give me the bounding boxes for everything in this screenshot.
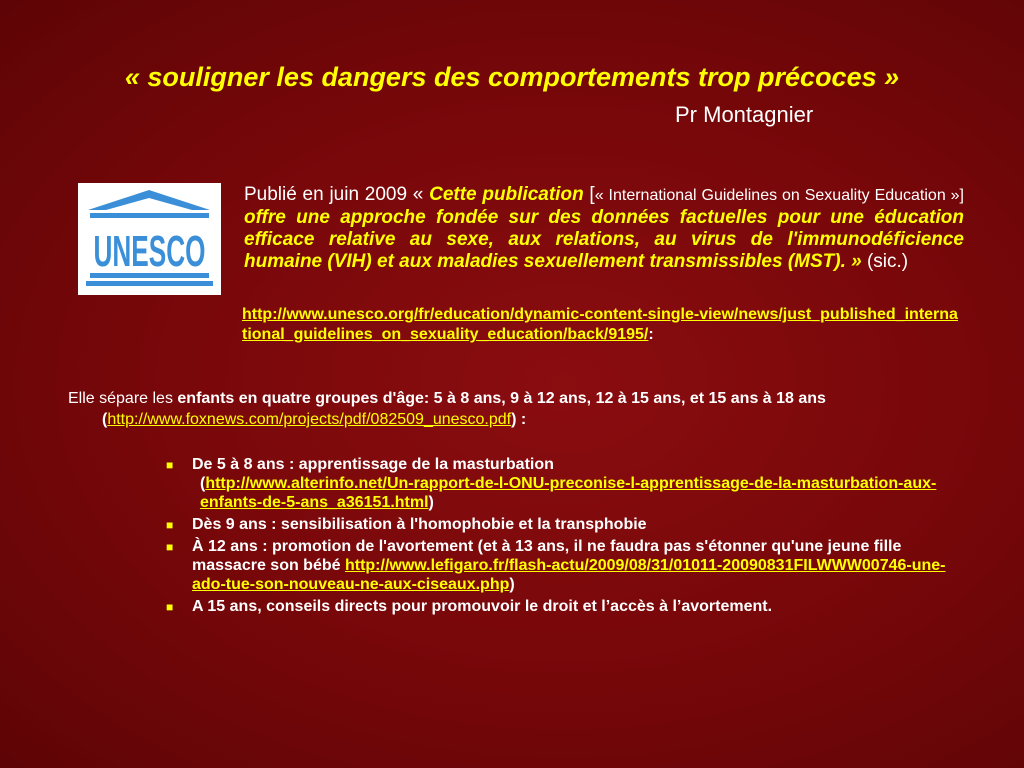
age-groups-paragraph bbox=[68, 388, 992, 430]
publication-sic: (sic.) bbox=[866, 251, 909, 272]
slide-title: « souligner les dangers des comportements trop précoces » bbox=[124, 62, 900, 92]
age-groups-suffix: ) : bbox=[511, 411, 527, 428]
bullet-square-icon: ■ bbox=[166, 458, 174, 472]
bullet-paren-open: ( bbox=[200, 475, 206, 492]
list-item bbox=[166, 455, 962, 512]
bullet-square-icon: ■ bbox=[166, 540, 174, 554]
unesco-logo-text: UNESCO bbox=[93, 227, 206, 276]
bullet-text: De 5 à 8 ans : apprentissage de la masturbation bbox=[192, 456, 554, 473]
foxnews-link[interactable]: http://www.foxnews.com/projects/pdf/082509_unesco.pdf bbox=[107, 411, 512, 428]
age-groups-prefix: Elle sépare les bbox=[68, 390, 178, 407]
bullet-text: Dès 9 ans : sensibilisation à l'homophobie et la transphobie bbox=[192, 516, 647, 533]
bullet-square-icon: ■ bbox=[166, 600, 174, 614]
list-item bbox=[166, 515, 962, 534]
bullet-square-icon: ■ bbox=[166, 518, 174, 532]
list-item bbox=[166, 597, 962, 616]
bullet-paren-close: ) bbox=[509, 576, 515, 593]
lefigaro-link[interactable]: http://www.lefigaro.fr/flash-actu/2009/08/31/01011-20090831FILWWW00746-une-ado-tue-son-nouveau-ne-aux-ciseaux.php bbox=[192, 557, 946, 593]
author-name: Pr Montagnier bbox=[675, 102, 814, 127]
bullet-text: À 12 ans : promotion de l'avortement (et à 13 ans, il ne faudra pas s'étonner qu'une jeune fille massacre son bébé bbox=[192, 538, 902, 574]
bullet-paren-close: ) bbox=[428, 494, 434, 511]
unesco-link-line bbox=[242, 305, 962, 345]
alterinfo-link[interactable]: http://www.alterinfo.net/Un-rapport-de-l-ONU-preconise-l-apprentissage-de-la-masturbation-aux-enfants-de-5-ans_a36151.html bbox=[200, 475, 937, 511]
bullet-text: A 15 ans, conseils directs pour promouvoir le droit et l’accès à l’avortement. bbox=[192, 598, 773, 615]
unesco-link-colon: : bbox=[648, 326, 654, 343]
unesco-logo bbox=[78, 183, 221, 295]
publication-close-quote: » bbox=[845, 251, 867, 272]
publication-guidelines-title: « International Guidelines on Sexuality Education »] bbox=[594, 187, 964, 204]
list-item bbox=[166, 537, 962, 594]
publication-bracket: [ bbox=[583, 184, 595, 205]
publication-cette: Cette publication bbox=[429, 184, 584, 205]
unesco-link[interactable]: http://www.unesco.org/fr/education/dynamic-content-single-view/news/just_published_international_guidelines_on_sexuality_education/back/9195/ bbox=[242, 306, 958, 343]
age-bullet-list bbox=[166, 455, 962, 619]
unesco-temple-icon bbox=[78, 183, 221, 295]
publication-paragraph bbox=[244, 184, 964, 273]
publication-intro: Publié en juin 2009 « bbox=[244, 184, 430, 205]
publication-description: offre une approche fondée sur des données factuelles pour une éducation efficace relative au sexe, aux relations, au virus de l'immunodéficience humaine (VIH) et aux maladies sexuellement transmissibles (MST). bbox=[244, 207, 964, 272]
age-groups-bold: enfants en quatre groupes d'âge: 5 à 8 ans, 9 à 12 ans, 12 à 15 ans, et 15 ans à 18 ans ( bbox=[102, 390, 826, 428]
